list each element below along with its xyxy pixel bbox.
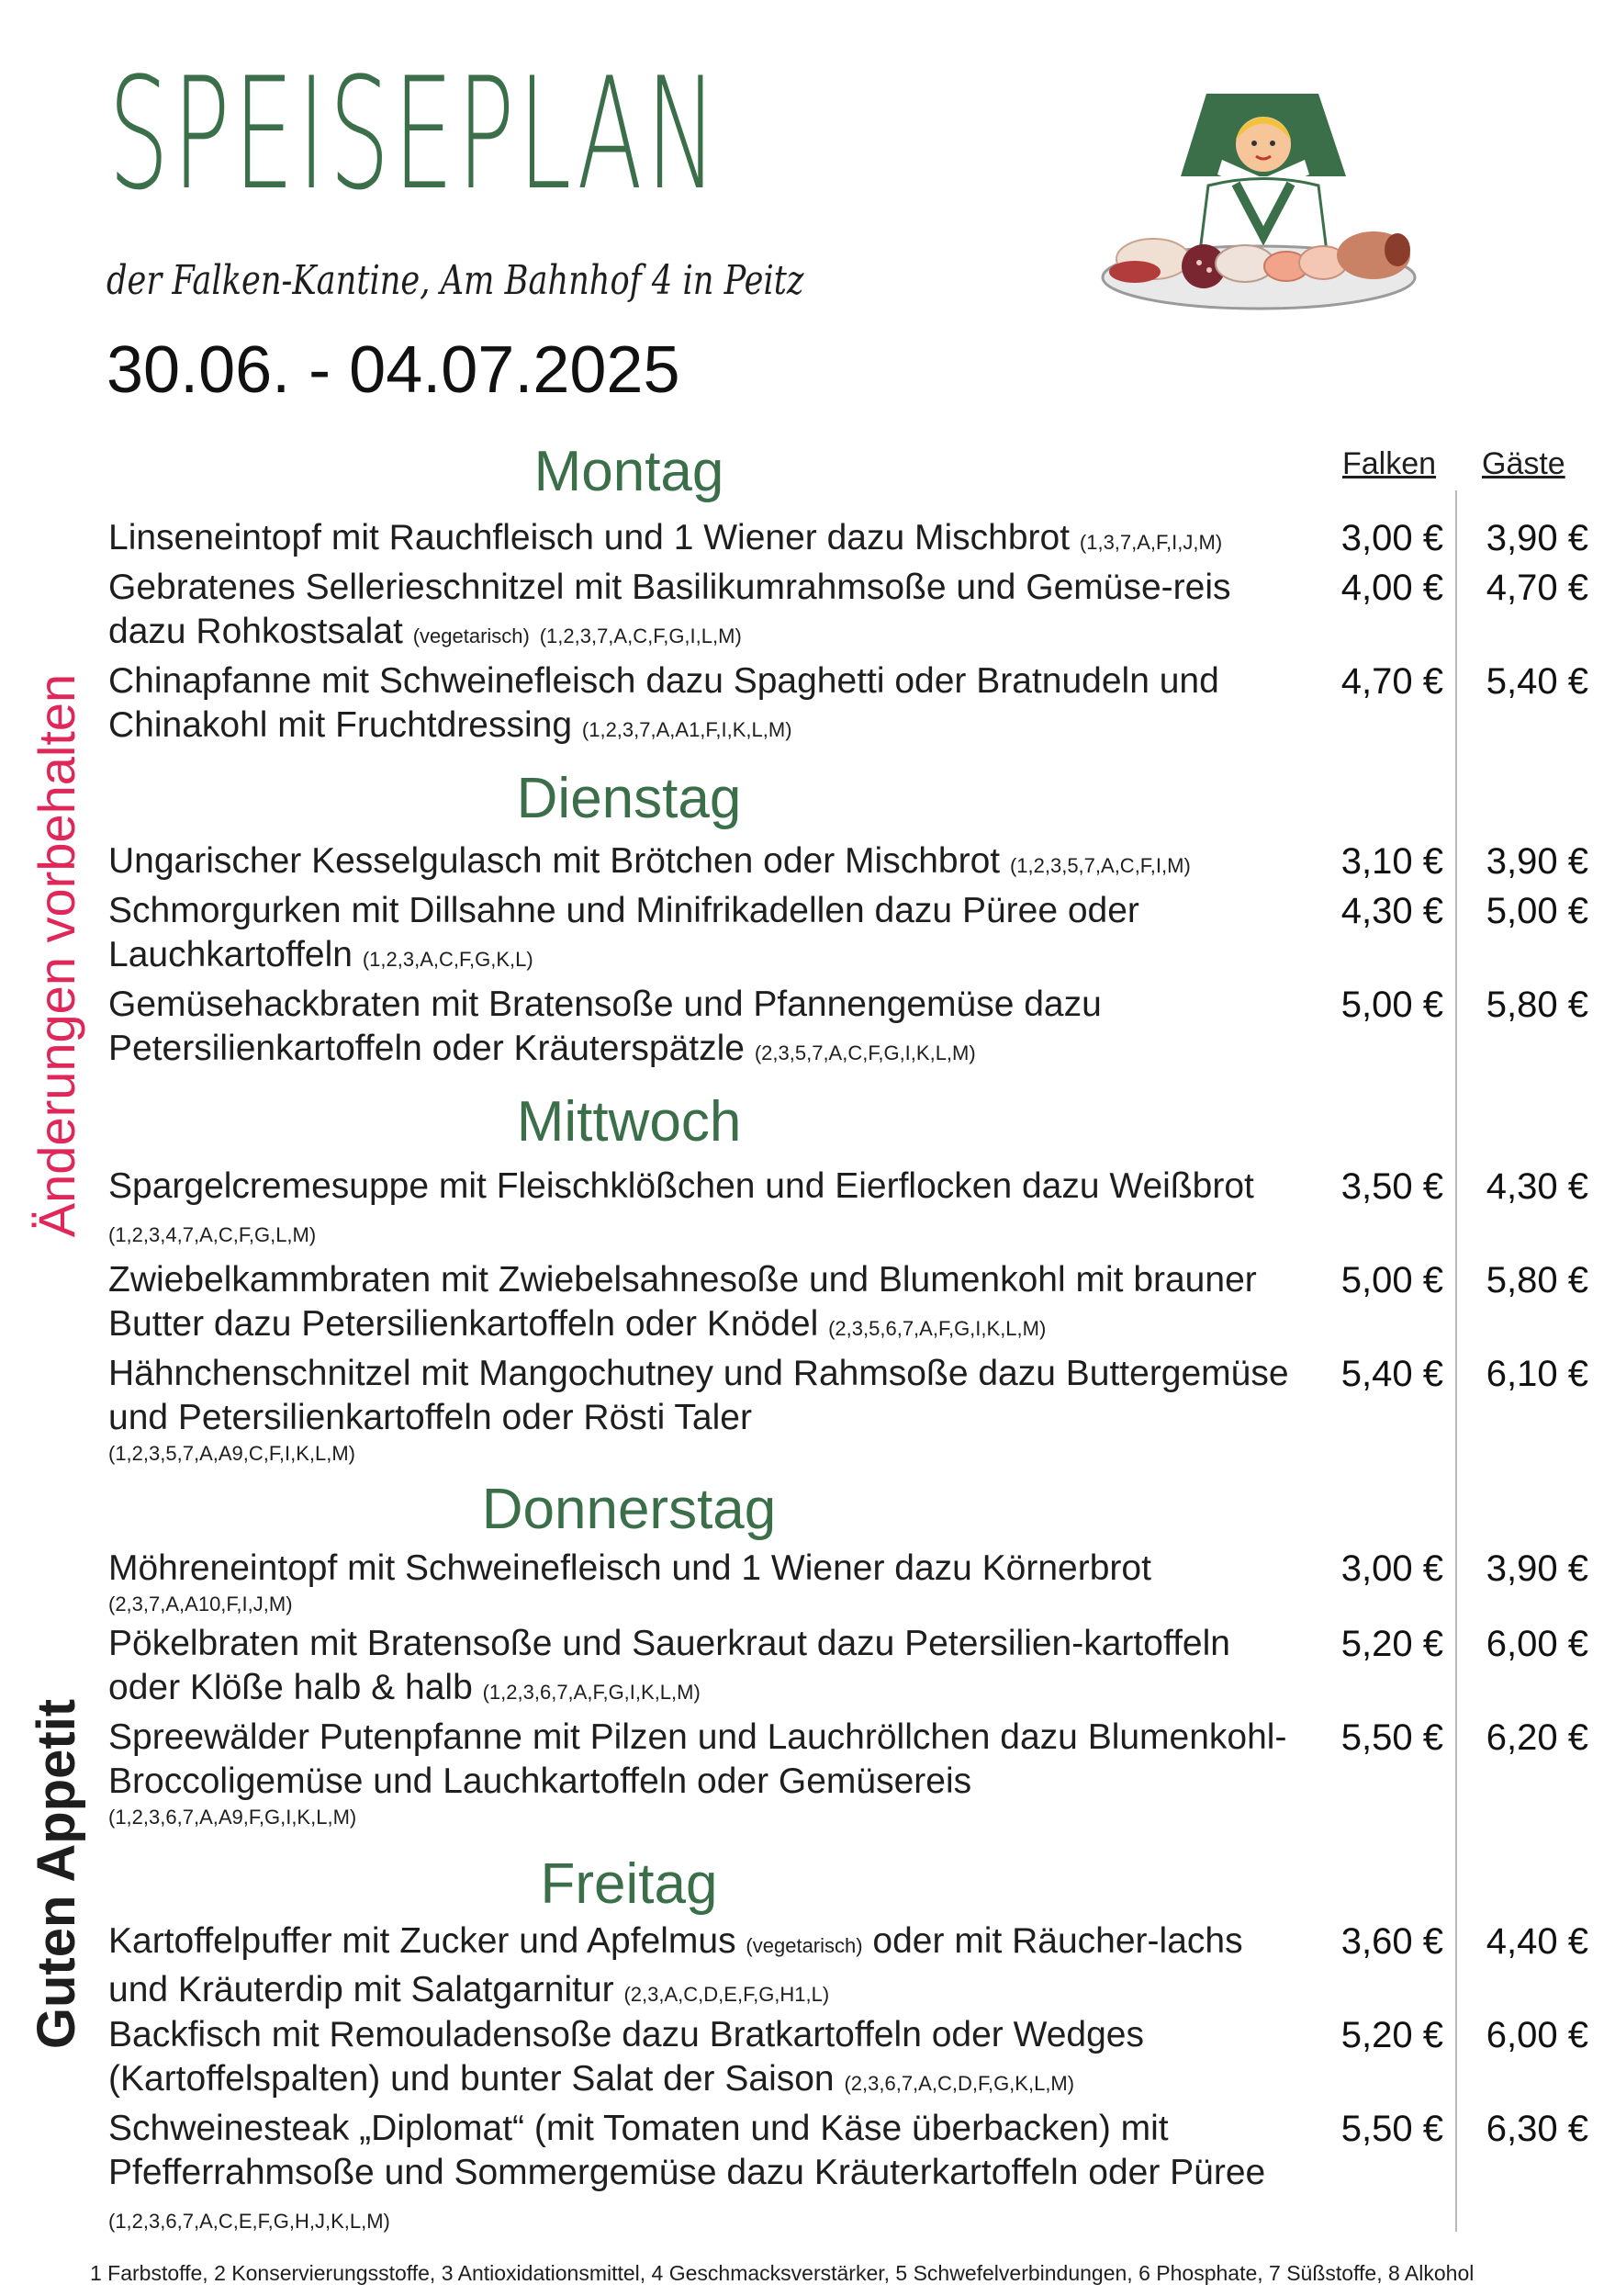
column-header-falken: Falken xyxy=(1342,446,1437,481)
price-falken: 3,50 € xyxy=(1340,1166,1443,1207)
allergen-codes: (2,3,7,A,A10,F,I,J,M) xyxy=(108,1593,293,1615)
price-falken: 5,40 € xyxy=(1340,1354,1443,1394)
allergen-codes: (1,2,3,4,7,A,C,F,G,L,M) xyxy=(108,1223,317,1246)
price-gaeste: 6,00 € xyxy=(1486,2015,1588,2055)
allergen-codes: (1,2,3,6,7,A,F,G,I,K,L,M) xyxy=(482,1681,701,1704)
allergen-codes: (1,2,3,7,A,C,F,G,I,L,M) xyxy=(539,625,742,647)
menu-item: Schweinesteak „Diplomat“ (mit Tomaten und Käse überbacken) mit Pfefferrahmsoße und Sommergemüse dazu Kräuterkartoffeln oder Püree (1,2,3,6,7,A,C,E,F,G,H,J,K,L,M) xyxy=(108,2109,1266,2233)
greeting-text: Guten Appetit xyxy=(27,1698,87,2049)
menu-item: Linseneintopf mit Rauchfleisch und 1 Wiener dazu Mischbrot (1,3,7,A,F,I,J,M) xyxy=(108,518,1223,557)
menu-item: Gebratenes Sellerieschnitzel mit Basilikumrahmsoße und Gemüse-reis dazu Rohkostsalat (vegetarisch) (1,2,3,7,A,C,F,G,I,L,M) xyxy=(108,568,1231,651)
price-falken: 3,10 € xyxy=(1340,841,1443,882)
price-gaeste: 5,40 € xyxy=(1486,661,1588,702)
price-gaeste: 5,80 € xyxy=(1486,1260,1588,1300)
menu-item: Spargelcremesuppe mit Fleischklößchen und Eierflocken dazu Weißbrot (1,2,3,4,7,A,C,F,G,L,M) xyxy=(108,1166,1254,1246)
day-heading-freitag: Freitag xyxy=(540,1852,718,1916)
day-heading-donnerstag: Donnerstag xyxy=(481,1478,777,1541)
price-gaeste: 5,80 € xyxy=(1486,985,1588,1025)
price-gaeste: 3,90 € xyxy=(1486,518,1588,558)
price-gaeste: 3,90 € xyxy=(1486,1548,1588,1589)
page-title: SPEISEPLAN xyxy=(108,44,721,224)
menu-item: Pökelbraten mit Bratensoße und Sauerkraut dazu Petersilien-kartoffeln oder Klöße halb & halb (1,2,3,6,7,A,F,G,I,K,L,M) xyxy=(108,1624,1230,1707)
price-falken: 4,00 € xyxy=(1340,568,1443,608)
price-falken: 5,50 € xyxy=(1340,1717,1443,1758)
price-falken: 5,20 € xyxy=(1340,2015,1443,2055)
price-falken: 5,50 € xyxy=(1340,2109,1443,2149)
diet-note: (vegetarisch) xyxy=(746,1934,863,1957)
menu-item: Schmorgurken mit Dillsahne und Minifrikadellen dazu Püree oder Lauchkartoffeln (1,2,3,A,C,F,G,K,L) xyxy=(108,891,1139,974)
allergen-codes: (1,2,3,6,7,A,A9,F,G,I,K,L,M) xyxy=(108,1806,357,1829)
allergen-codes: (2,3,5,6,7,A,F,G,I,K,L,M) xyxy=(828,1317,1047,1340)
price-gaeste: 4,40 € xyxy=(1486,1921,1588,1962)
price-gaeste: 6,20 € xyxy=(1486,1717,1588,1758)
menu-item: Ungarischer Kesselgulasch mit Brötchen oder Mischbrot (1,2,3,5,7,A,C,F,I,M) xyxy=(108,841,1191,881)
price-gaeste: 6,10 € xyxy=(1486,1354,1588,1394)
menu-item: Backfisch mit Remouladensoße dazu Bratkartoffeln oder Wedges (Kartoffelspalten) und bunter Salat der Saison (2,3,6,7,A,C,D,F,G,K,L,M) xyxy=(108,2015,1144,2099)
allergen-codes: (2,3,5,7,A,C,F,G,I,K,L,M) xyxy=(754,1041,976,1064)
allergen-codes: (1,2,3,7,A,A1,F,I,K,L,M) xyxy=(581,718,792,741)
day-heading-mittwoch: Mittwoch xyxy=(516,1090,742,1154)
page-subtitle: der Falken-Kantine, Am Bahnhof 4 in Peitz xyxy=(107,257,804,304)
menu-item: Möhreneintopf mit Schweinefleisch und 1 Wiener dazu Körnerbrot (2,3,7,A,A10,F,I,J,M) xyxy=(108,1547,1311,1618)
price-falken: 3,00 € xyxy=(1340,1548,1443,1589)
allergen-codes: (2,3,A,C,D,E,F,G,H1,L) xyxy=(623,1983,830,2006)
price-gaeste: 3,90 € xyxy=(1486,841,1588,882)
menu-item: Chinapfanne mit Schweinefleisch dazu Spaghetti oder Bratnudeln und Chinakohl mit Fruchtdressing (1,2,3,7,A,A1,F,I,K,L,M) xyxy=(108,661,1219,745)
price-gaeste: 4,70 € xyxy=(1486,568,1588,608)
menu-item: Gemüsehackbraten mit Bratensoße und Pfannengemüse dazu Petersilienkartoffeln oder Kräuterspätzle (2,3,5,7,A,C,F,G,I,K,L,M) xyxy=(108,985,1102,1068)
price-gaeste: 5,00 € xyxy=(1486,891,1588,931)
price-falken: 4,70 € xyxy=(1340,661,1443,702)
diet-note: (vegetarisch) xyxy=(412,625,530,647)
price-falken: 3,00 € xyxy=(1340,518,1443,558)
date-range: 30.06. - 04.07.2025 xyxy=(107,333,680,407)
allergen-codes: (2,3,6,7,A,C,D,F,G,K,L,M) xyxy=(844,2072,1075,2095)
changes-reserved-note: Änderungen vorbehalten xyxy=(28,673,86,1237)
price-column-divider xyxy=(1455,490,1457,2232)
price-falken: 3,60 € xyxy=(1340,1921,1443,1962)
menu-item: Hähnchenschnitzel mit Mangochutney und Rahmsoße dazu Buttergemüse und Petersilienkartoffeln oder Rösti Taler (1,2,3,5,7,A,A9,C,F,I,K,L,M) xyxy=(108,1352,1311,1468)
day-heading-montag: Montag xyxy=(533,440,724,503)
allergen-codes: (1,2,3,5,7,A,C,F,I,M) xyxy=(1009,854,1191,877)
menu-item: Spreewälder Putenpfanne mit Pilzen und Lauchröllchen dazu Blumenkohl-Broccoligemüse und Lauchkartoffeln oder Gemüsereis (1,2,3,6,7,A,A9,F,G,I,K,L,M) xyxy=(108,1716,1311,1831)
allergen-codes: (1,3,7,A,F,I,J,M) xyxy=(1079,531,1223,554)
allergen-codes: (1,2,3,A,C,F,G,K,L) xyxy=(362,948,533,971)
column-header-gaeste: Gäste xyxy=(1482,446,1565,481)
allergen-codes: (1,2,3,6,7,A,C,E,F,G,H,J,K,L,M) xyxy=(108,2210,390,2233)
price-gaeste: 6,00 € xyxy=(1486,1624,1588,1664)
day-heading-dienstag: Dienstag xyxy=(516,767,742,830)
price-falken: 5,00 € xyxy=(1340,1260,1443,1300)
allergen-codes: (1,2,3,5,7,A,A9,C,F,I,K,L,M) xyxy=(108,1442,355,1465)
menu-item: Zwiebelkammbraten mit Zwiebelsahnesoße und Blumenkohl mit brauner Butter dazu Petersilienkartoffeln oder Knödel (2,3,5,6,7,A,F,G,I,K,L,M) xyxy=(108,1260,1257,1344)
price-falken: 4,30 € xyxy=(1340,891,1443,931)
menu-item: Kartoffelpuffer mit Zucker und Apfelmus (vegetarisch) oder mit Räucher-lachs und Kräuterdip mit Salatgarnitur (2,3,A,C,D,E,F,G,H1,L) xyxy=(108,1921,1243,2009)
price-gaeste: 4,30 € xyxy=(1486,1166,1588,1207)
price-gaeste: 6,30 € xyxy=(1486,2109,1588,2149)
allergen-legend: 1 Farbstoffe, 2 Konservierungsstoffe, 3 Antioxidationsmittel, 4 Geschmacksverstärker, 5 Schwefelverbindungen, 6 Phosphate, 7 Süßstoffe, 8 Alkohol xyxy=(90,2261,1475,2285)
price-falken: 5,00 € xyxy=(1340,985,1443,1025)
price-falken: 5,20 € xyxy=(1340,1624,1443,1664)
canteen-woman-with-meat-platter-icon xyxy=(1098,75,1419,316)
